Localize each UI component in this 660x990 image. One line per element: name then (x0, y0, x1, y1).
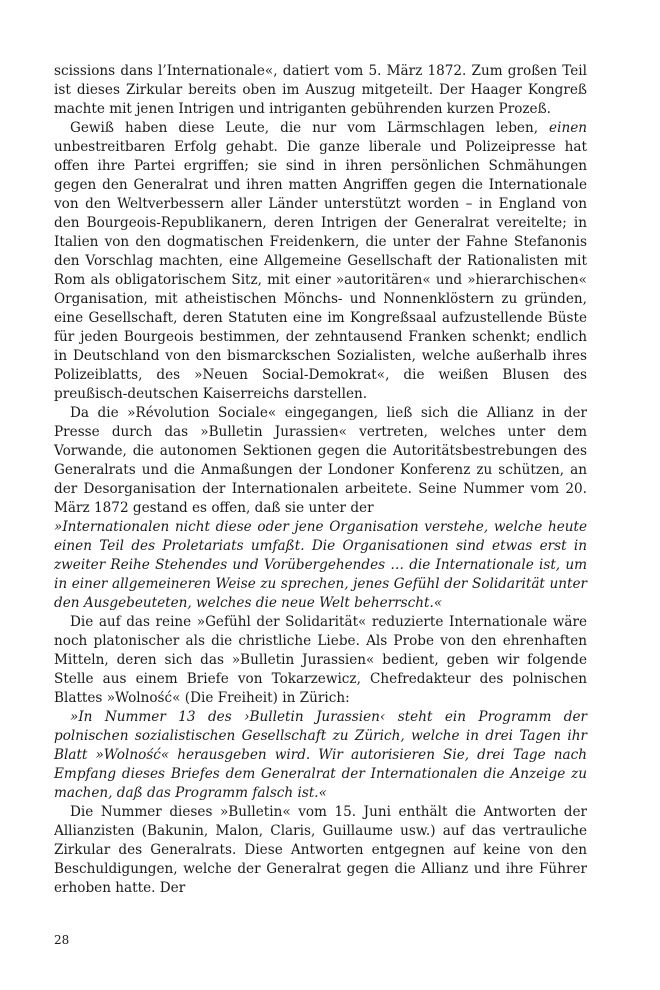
page-body (54, 62, 587, 898)
paragraph-solidarity: Die auf das reine »Gefühl der Solidarität« reduzierte Internationale wäre noch platonischer als die christliche Liebe. Als Probe von den ehrenhaften Mitteln, deren sich das »Bulletin Jurassien« bedient, geben wir folgende Stelle aus einem Briefe von Tokarzewicz, Chefredakteur des polnischen Blattes »Wolność« (Die Freiheit) in Zürich: (54, 614, 587, 706)
page-number: 28 (54, 933, 70, 947)
paragraph-continuation: scissions dans l’Internationale«, datiert vom 5. März 1872. Zum großen Teil ist dieses Zirkular bereits oben im Auszug mitgeteilt. Der Haager Kongreß machte mit jenen Intrigen und intriganten gebührenden kurzen Prozeß. (54, 63, 587, 117)
emphasis-einen: einen (549, 120, 587, 136)
paragraph-liberal-press-start: Gewiß haben diese Leute, die nur vom Lärmschlagen leben, (70, 120, 550, 136)
paragraph-liberal-press (54, 119, 587, 404)
paragraph-bulletin-jurassien: Da die »Révolution Sociale« eingegangen, ließ sich die Allianz in der Presse durch das »Bulletin Jurassien« vertreten, welches unter dem Vorwande, die autonomen Sektionen gegen die Autoritätsbestrebungen des Generalrats und die Anmaßungen der Londoner Konferenz zu schützen, an der Desorganisation der Internationalen arbeitete. Seine Nummer vom 20. März 1872 gestand es offen, daß sie unter der (54, 405, 587, 516)
quote-bulletin-jurassien: »Internationalen nicht diese oder jene Organisation verstehe, welche heute einen Teil des Proletariats umfaßt. Die Organisationen sind etwas erst in zweiter Reihe Stehendes und Vorübergehendes … die Internationale ist, um in einer allgemeineren Weise zu sprechen, jenes Gefühl der Solidarität unter den Ausgebeuteten, welches die neue Welt beherrscht.« (54, 519, 587, 611)
paragraph-liberal-press-rest: unbestreitbaren Erfolg gehabt. Die ganze liberale und Polizeipresse hat offen ihre Partei ergriffen; sie sind in ihren persönlichen Schmähungen gegen den Generalrat und ihren matten Angriffen gegen die Internationale von den Weltverbessern aller Länder unterstützt worden – in England von den Bourgeois-Republikanern, deren Intrigen der Generalrat vereitelte; in Italien von den dogmatischen Freidenkern, die unter der Fahne Stefanonis den Vorschlag machten, eine Allgemeine Gesellschaft der Rationalisten mit Rom als obligatorischem Sitz, mit einer »autoritären« und »hierarchischen« Organisation, mit atheistischen Mönchs- und Nonnenklöstern zu gründen, eine Gesellschaft, deren Statuten eine im Kongreßsaal aufzustellende Büste für jeden Bourgeois bestimmen, der zehntausend Franken schenkt; endlich in Deutschland von den bismarckschen Sozialisten, welche außerhalb ihres Polizeiblatts, des »Neuen Social-Demokrat«, die weißen Blusen des preußisch-deutschen Kaiserreichs darstellen. (54, 139, 587, 402)
paragraph-allianzisten-answers: Die Nummer dieses »Bulletin« vom 15. Juni enthält die Antworten der Allianzisten (Bakunin, Malon, Claris, Guillaume usw.) auf das vertrauliche Zirkular des Generalrats. Diese Antworten entgegnen auf keine von den Beschuldigungen, welche der Generalrat gegen die Allianz und ihre Führer erhoben hatte. Der (54, 804, 587, 896)
quote-tokarzewicz-letter: »In Nummer 13 des ›Bulletin Jurassien‹ steht ein Programm der polnischen sozialistischen Gesellschaft zu Zürich, welche in drei Tagen ihr Blatt »Wolność« herausgeben wird. Wir autorisieren Sie, drei Tage nach Empfang dieses Briefes dem Generalrat der Internationalen die Anzeige zu machen, daß das Programm falsch ist.« (54, 709, 587, 801)
